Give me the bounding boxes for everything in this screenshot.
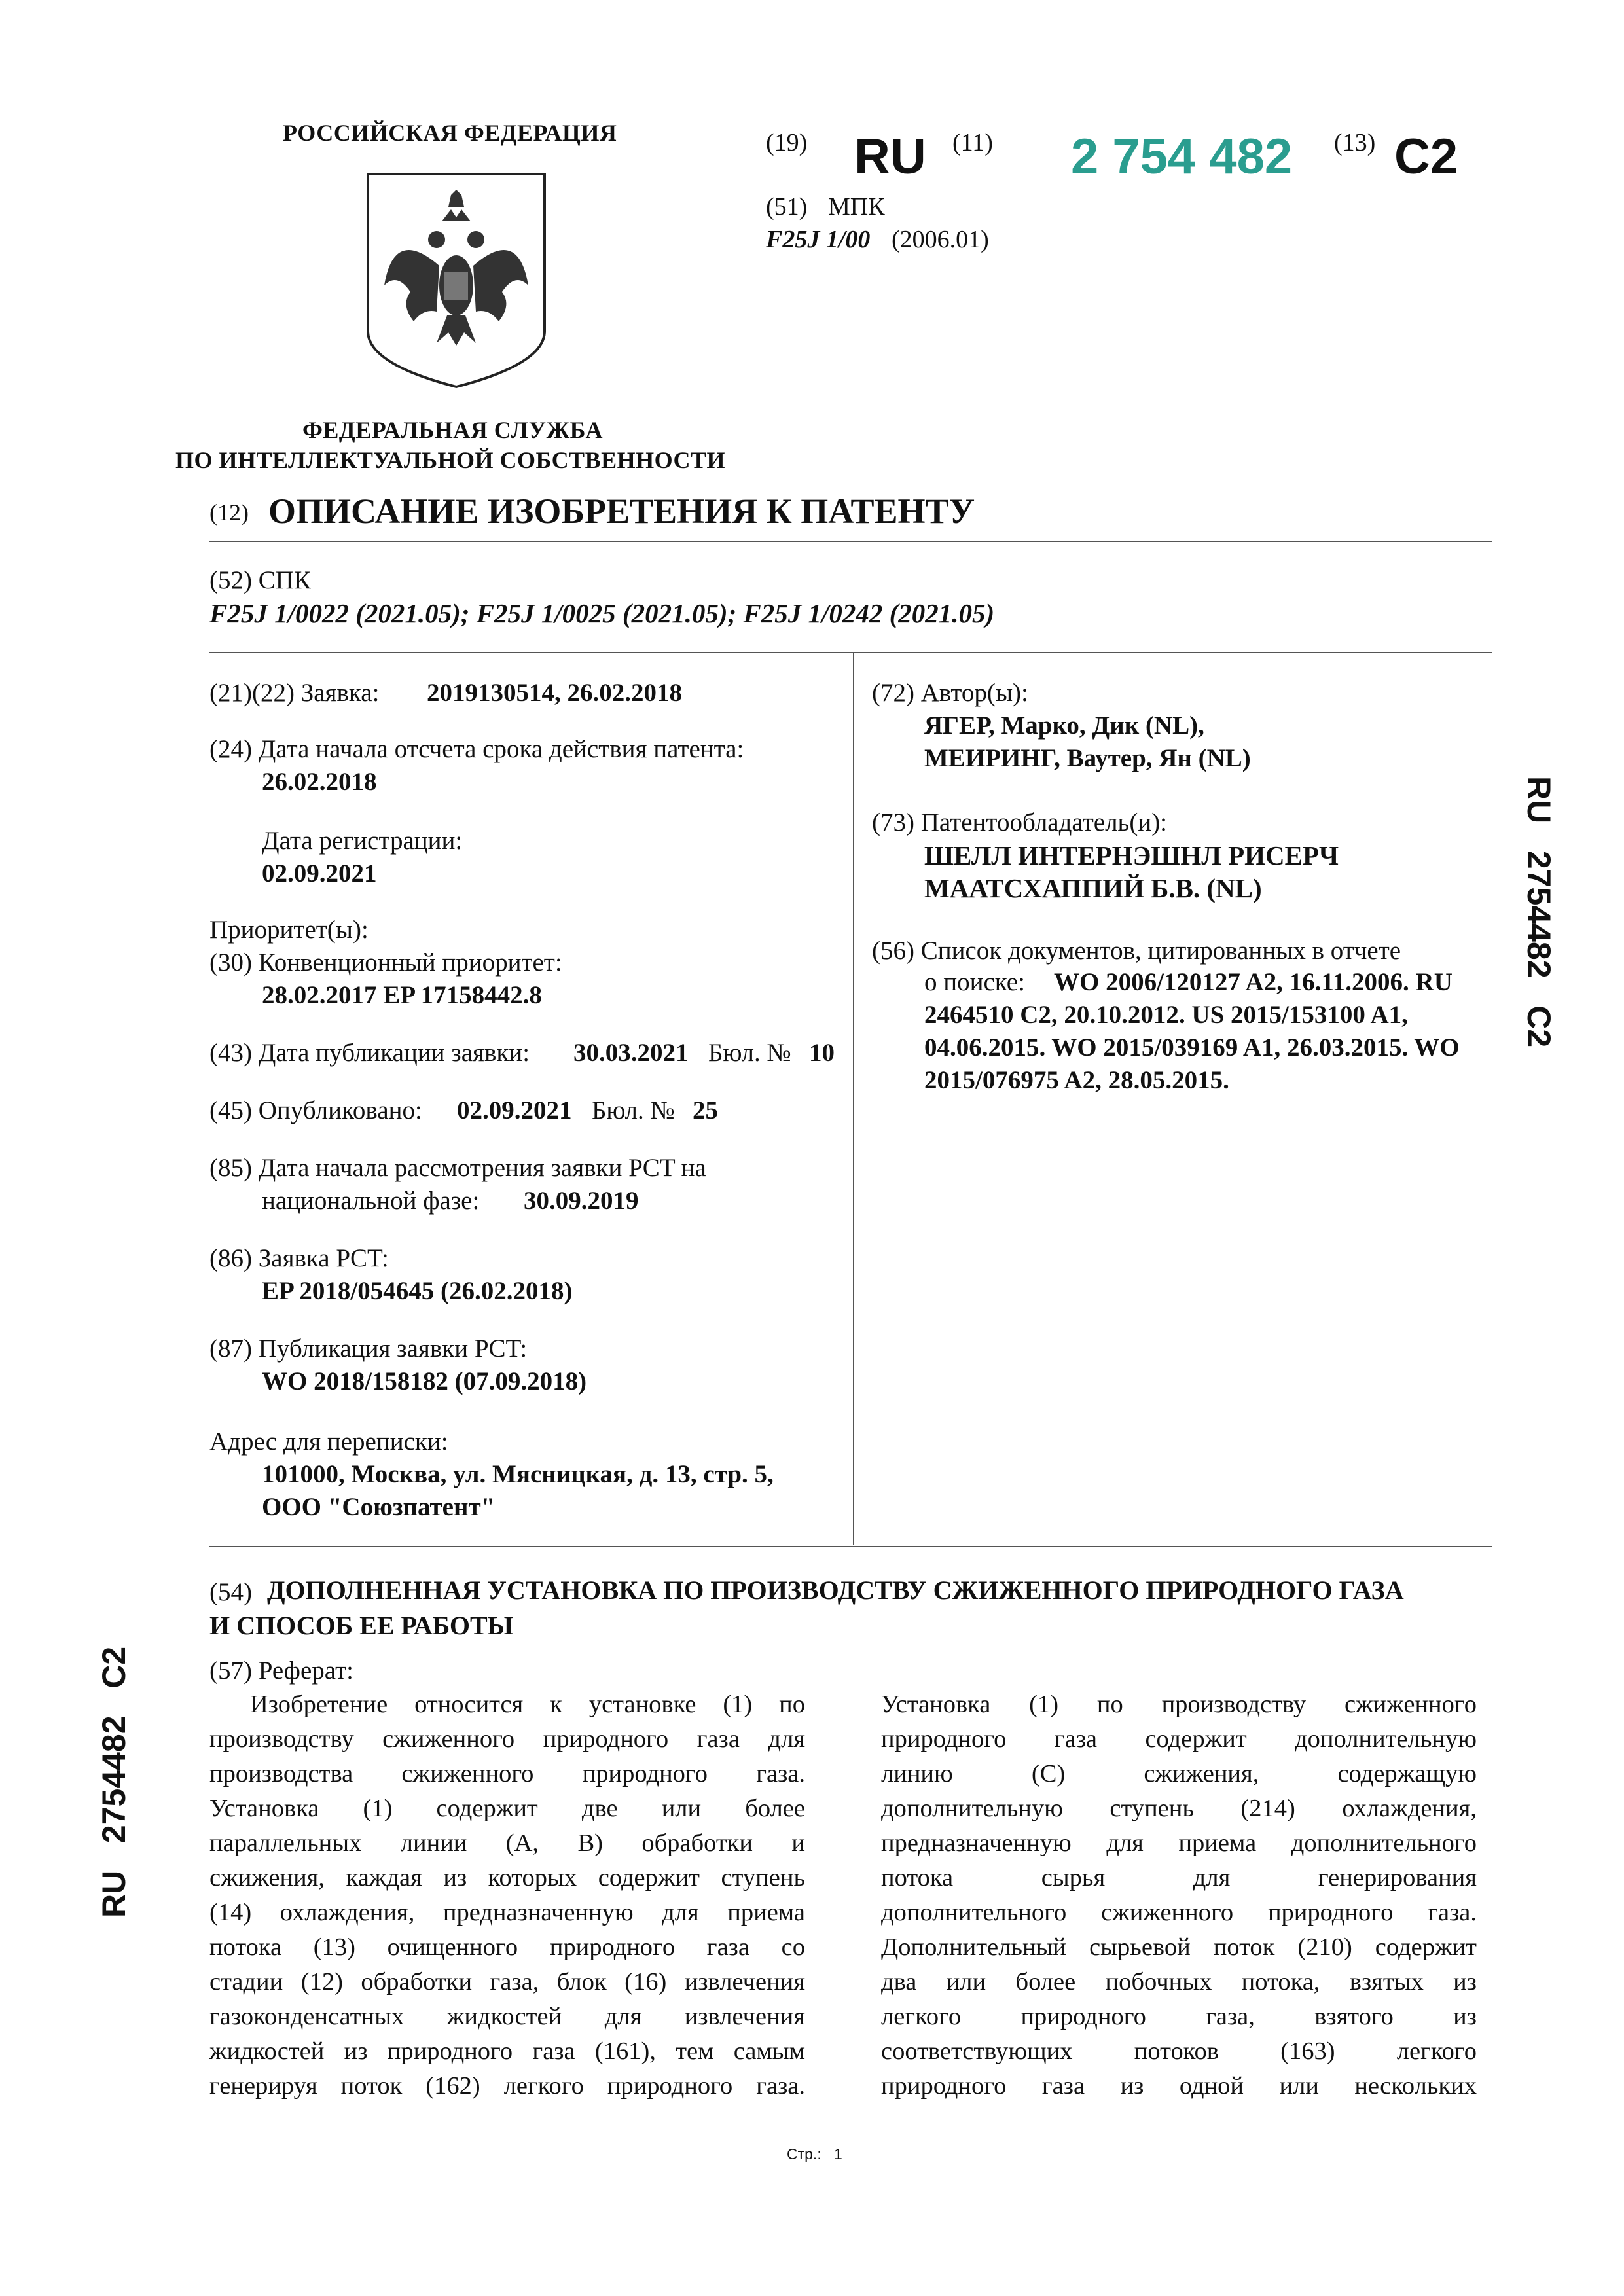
document-type-title: ОПИСАНИЕ ИЗОБРЕТЕНИЯ К ПАТЕНТУ: [268, 492, 975, 531]
ipc-label: МПК: [828, 193, 885, 221]
abstract-line: соответствующих потоков (163) легкого: [881, 2037, 1477, 2065]
abstract-line: дополнительную ступень (214) охлаждения,: [881, 1795, 1477, 1822]
inventor-1: ЯГЕР, Марко, Дик (NL),: [924, 711, 1204, 740]
field-13-code: (13): [1334, 129, 1376, 156]
ipc-class: F25J 1/00: [766, 226, 871, 253]
field-87-value: WO 2018/158182 (07.09.2018): [262, 1367, 587, 1395]
field-72-label: (72) Автор(ы):: [872, 679, 1028, 707]
field-54-code: (54): [209, 1578, 252, 1606]
abstract-line: природного газа из одной или нескольких: [881, 2072, 1477, 2100]
abstract-line: дополнительного сжиженного природного газа.: [881, 1899, 1477, 1926]
abstract-left-column: [209, 1687, 805, 2104]
field-85-label-cont: национальной фазе:: [262, 1187, 480, 1215]
abstract-line: потока сырья для генерирования: [881, 1864, 1477, 1892]
side-label-right: RU 2754482 C2: [1521, 776, 1557, 1048]
field-45-label: (45) Опубликовано:: [209, 1096, 422, 1124]
side-label-left: RU 2754482 C2: [96, 1646, 132, 1918]
abstract-label: (57) Реферат:: [209, 1657, 353, 1685]
invention-title-line-2: И СПОСОБ ЕЕ РАБОТЫ: [209, 1611, 513, 1640]
abstract-line: газоконденсатных жидкостей для извлечения: [209, 2003, 805, 2030]
field-45-bulletin-label: Бюл. №: [592, 1096, 675, 1124]
abstract-line: генерируя поток (162) легкого природного газа.: [209, 2072, 805, 2100]
abstract-line: стадии (12) обработки газа, блок (16) извлечения: [209, 1968, 805, 1996]
abstract-line: потока (13) очищенного природного газа со: [209, 1933, 805, 1961]
field-86-label: (86) Заявка PCT:: [209, 1244, 389, 1272]
field-45-bulletin-number: 25: [693, 1096, 718, 1124]
field-19-code: (19): [766, 129, 808, 156]
abstract-line: жидкостей из природного газа (161), тем самым: [209, 2037, 805, 2065]
country-name: РОССИЙСКАЯ ФЕДЕРАЦИЯ: [283, 120, 617, 146]
inventor-2: МЕИРИНГ, Ваутер, Ян (NL): [924, 744, 1251, 772]
coat-of-arms-emblem: [361, 168, 551, 390]
patent-number: 2 754 482: [1071, 129, 1293, 185]
cpc-classes: F25J 1/0022 (2021.05); F25J 1/0025 (2021.05); F25J 1/0242 (2021.05): [209, 598, 995, 628]
invention-title-line-1: ДОПОЛНЕННАЯ УСТАНОВКА ПО ПРОИЗВОДСТВУ СЖИЖЕННОГО ПРИРОДНОГО ГАЗА: [267, 1575, 1404, 1605]
cited-documents-line-4: 2015/076975 A2, 28.05.2015.: [924, 1066, 1229, 1094]
field-56-label: (56) Список документов, цитированных в отчете: [872, 937, 1401, 965]
abstract-line: производству сжиженного природного газа для: [209, 1725, 805, 1753]
divider: [209, 652, 1492, 653]
field-24-label: (24) Дата начала отсчета срока действия патента:: [209, 735, 744, 763]
abstract-line: линию (C) сжижения, содержащую: [881, 1760, 1477, 1787]
abstract-line: Установка (1) содержит две или более: [209, 1795, 805, 1822]
abstract-line: природного газа содержит дополнительную: [881, 1725, 1477, 1753]
field-56-label-cont: о поиске:: [924, 968, 1025, 996]
address-label: Адрес для переписки:: [209, 1427, 448, 1456]
field-51-code: (51): [766, 193, 808, 221]
registration-date-label: Дата регистрации:: [262, 827, 463, 855]
abstract-line: сжижения, каждая из которых содержит ступень: [209, 1864, 805, 1892]
field-85-label: (85) Дата начала рассмотрения заявки PCT на: [209, 1154, 706, 1182]
page-number: 1: [834, 2145, 842, 2162]
kind-code: C2: [1394, 129, 1458, 185]
field-21-22-label: (21)(22) Заявка:: [209, 679, 380, 707]
abstract-line: Дополнительный сырьевой поток (210) содержит: [881, 1933, 1477, 1961]
abstract-line: параллельных линии (A, B) обработки и: [209, 1829, 805, 1857]
field-12-code: (12): [209, 499, 249, 526]
address-line-1: 101000, Москва, ул. Мясницкая, д. 13, стр. 5,: [262, 1460, 774, 1488]
cited-documents-line-3: 04.06.2015. WO 2015/039169 A1, 26.03.2015. WO: [924, 1033, 1460, 1062]
field-21-22-value: 2019130514, 26.02.2018: [427, 679, 682, 707]
field-87-label: (87) Публикация заявки PCT:: [209, 1335, 528, 1363]
page-label: Стр.:: [787, 2145, 821, 2162]
field-73-label: (73) Патентообладатель(и):: [872, 808, 1168, 836]
divider: [209, 541, 1492, 542]
field-30-value: 28.02.2017 EP 17158442.8: [262, 981, 542, 1009]
field-43-bulletin-label: Бюл. №: [708, 1039, 791, 1067]
field-24-value: 26.02.2018: [262, 768, 377, 796]
abstract-line: производства сжиженного природного газа.: [209, 1760, 805, 1787]
agency-name-line1: ФЕДЕРАЛЬНАЯ СЛУЖБА: [302, 417, 603, 443]
field-43-bulletin-number: 10: [809, 1039, 835, 1067]
abstract-line: Установка (1) по производству сжиженного: [881, 1691, 1477, 1718]
agency-name-line2: ПО ИНТЕЛЛЕКТУАЛЬНОЙ СОБСТВЕННОСТИ: [175, 447, 726, 473]
cited-documents-line-2: 2464510 C2, 20.10.2012. US 2015/153100 A1,: [924, 1001, 1408, 1029]
abstract-line: Изобретение относится к установке (1) по: [250, 1691, 805, 1718]
field-85-value: 30.09.2019: [524, 1187, 639, 1215]
field-11-code: (11): [952, 129, 993, 156]
patent-holder-line-2: МААТСХАППИЙ Б.В. (NL): [924, 873, 1262, 903]
abstract-right-column: [881, 1687, 1477, 2104]
address-line-2: ООО "Союзпатент": [262, 1493, 496, 1521]
country-code: RU: [854, 129, 926, 185]
patent-holder-line-1: ШЕЛЛ ИНТЕРНЭШНЛ РИСЕРЧ: [924, 840, 1339, 870]
column-divider: [853, 653, 854, 1545]
divider: [209, 1546, 1492, 1547]
abstract-line: (14) охлаждения, предназначенную для приема: [209, 1899, 805, 1926]
priority-label: Приоритет(ы):: [209, 916, 369, 944]
field-43-label: (43) Дата публикации заявки:: [209, 1039, 530, 1067]
registration-date-value: 02.09.2021: [262, 859, 377, 888]
abstract-line: два или более побочных потока, взятых из: [881, 1968, 1477, 1996]
ipc-version: (2006.01): [892, 226, 989, 253]
abstract-line: легкого природного газа, взятого из: [881, 2003, 1477, 2030]
field-45-value: 02.09.2021: [457, 1096, 572, 1124]
field-43-value: 30.03.2021: [573, 1039, 689, 1067]
cpc-label: (52) СПК: [209, 566, 311, 594]
cited-documents-line-1: WO 2006/120127 A2, 16.11.2006. RU: [1054, 968, 1453, 996]
field-30-label: (30) Конвенционный приоритет:: [209, 948, 562, 977]
field-86-value: EP 2018/054645 (26.02.2018): [262, 1277, 573, 1305]
abstract-line: предназначенную для приема дополнительного: [881, 1829, 1477, 1857]
